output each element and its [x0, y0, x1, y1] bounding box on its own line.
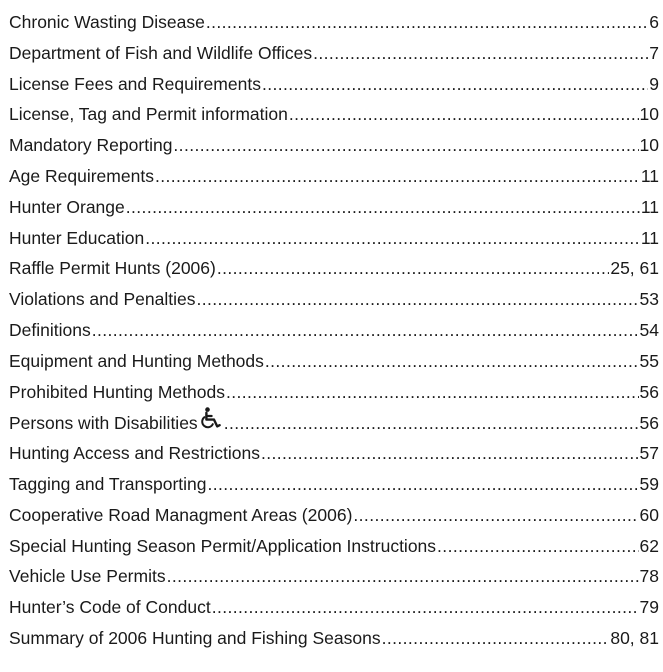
toc-entry-hunting-access — [9, 438, 659, 469]
toc-entry-title: License, Tag and Permit information — [9, 104, 288, 125]
toc-entry-equipment-methods — [9, 346, 659, 377]
toc-entry-page: 55 — [639, 350, 659, 371]
dot-leader — [208, 469, 639, 500]
toc-entry-page: 56 — [639, 381, 659, 402]
toc-entry-page: 11 — [640, 165, 659, 186]
dot-leader — [206, 7, 648, 38]
toc-entry-title: Prohibited Hunting Methods — [9, 381, 225, 402]
toc-entry-cooperative-road — [9, 500, 659, 531]
toc-entry-title: Violations and Penalties — [9, 289, 196, 310]
toc-entry-title: Department of Fish and Wildlife Offices — [9, 42, 313, 63]
toc-entry-page: 6 — [649, 12, 659, 32]
dot-leader — [382, 623, 610, 654]
toc-entry-title: Hunting Access and Restrictions — [9, 443, 260, 464]
dot-leader — [126, 192, 640, 223]
dot-leader — [262, 69, 648, 100]
dot-leader — [313, 38, 648, 69]
toc-entry-page: 54 — [639, 319, 659, 340]
toc-entry-title: Hunter’s Code of Conduct — [9, 597, 211, 618]
toc-entry-page: 62 — [639, 535, 659, 556]
dot-leader — [265, 346, 639, 377]
dot-leader — [92, 315, 639, 346]
toc-entry-title: Hunter Education — [9, 227, 145, 248]
toc-entry-page: 57 — [639, 443, 659, 464]
wheelchair-icon — [201, 407, 223, 429]
dot-leader — [167, 561, 639, 592]
toc-entry-raffle-permit-hunts — [9, 253, 659, 284]
toc-entry-license-tag-permit — [9, 99, 659, 130]
toc-entry-page: 7 — [649, 42, 659, 63]
toc-entry-page: 60 — [639, 504, 659, 525]
toc-entry-title: Equipment and Hunting Methods — [9, 350, 264, 371]
toc-entry-special-hunting-season — [9, 531, 659, 562]
toc-entry-page: 56 — [639, 413, 659, 434]
toc-entry-vehicle-use-permits — [9, 561, 659, 592]
toc-entry-page: 11 — [640, 196, 659, 217]
toc-entry-title: Cooperative Road Managment Areas (2006) — [9, 504, 353, 525]
toc-entry-page: 10 — [639, 135, 659, 156]
toc-entry-title: Special Hunting Season Permit/Application Instructions — [9, 535, 437, 556]
dot-leader — [261, 438, 639, 469]
toc-entry-title: Raffle Permit Hunts (2006) — [9, 258, 216, 279]
dot-leader — [437, 531, 638, 562]
dot-leader — [217, 253, 609, 284]
toc-entry-fish-wildlife-offices — [9, 38, 659, 69]
dot-leader — [353, 500, 638, 531]
dot-leader — [196, 284, 638, 315]
dot-leader — [224, 408, 639, 438]
toc-entry-page: 53 — [639, 289, 659, 310]
toc-entry-title: License Fees and Requirements — [9, 73, 261, 94]
toc-entry-page: 9 — [649, 73, 659, 94]
table-of-contents — [9, 7, 659, 654]
toc-entry-definitions — [9, 315, 659, 346]
toc-entry-chronic-wasting-disease — [9, 7, 659, 38]
toc-entry-title: Definitions — [9, 319, 91, 340]
toc-entry-title: Summary of 2006 Hunting and Fishing Seasons — [9, 627, 381, 648]
toc-entry-license-fees — [9, 69, 659, 100]
toc-entry-page: 80, 81 — [610, 627, 659, 648]
toc-entry-title: Chronic Wasting Disease — [9, 12, 205, 32]
toc-entry-summary-seasons — [9, 623, 659, 654]
toc-entry-page: 10 — [639, 104, 659, 125]
toc-entry-title: Persons with Disabilities — [9, 413, 198, 434]
dot-leader — [145, 223, 640, 254]
toc-entry-mandatory-reporting — [9, 130, 659, 161]
toc-entry-title: Mandatory Reporting — [9, 135, 173, 156]
dot-leader — [173, 130, 638, 161]
toc-entry-page: 59 — [639, 473, 659, 494]
toc-entry-page: 79 — [639, 597, 659, 618]
toc-entry-tagging-transporting — [9, 469, 659, 500]
toc-entry-hunters-code — [9, 592, 659, 623]
toc-entry-hunter-orange — [9, 192, 659, 223]
toc-entry-page: 78 — [639, 566, 659, 587]
toc-entry-page: 11 — [640, 227, 659, 248]
dot-leader — [289, 99, 639, 130]
toc-entry-violations-penalties — [9, 284, 659, 315]
toc-entry-hunter-education — [9, 223, 659, 254]
dot-leader — [155, 161, 640, 192]
dot-leader — [212, 592, 639, 623]
toc-entry-age-requirements — [9, 161, 659, 192]
dot-leader — [226, 377, 639, 408]
toc-entry-title: Age Requirements — [9, 165, 154, 186]
toc-entry-title: Tagging and Transporting — [9, 473, 207, 494]
toc-entry-persons-disabilities — [9, 407, 659, 438]
toc-entry-page: 25, 61 — [610, 258, 659, 279]
toc-entry-title: Hunter Orange — [9, 196, 125, 217]
toc-entry-title: Vehicle Use Permits — [9, 566, 166, 587]
toc-entry-prohibited-methods — [9, 377, 659, 408]
